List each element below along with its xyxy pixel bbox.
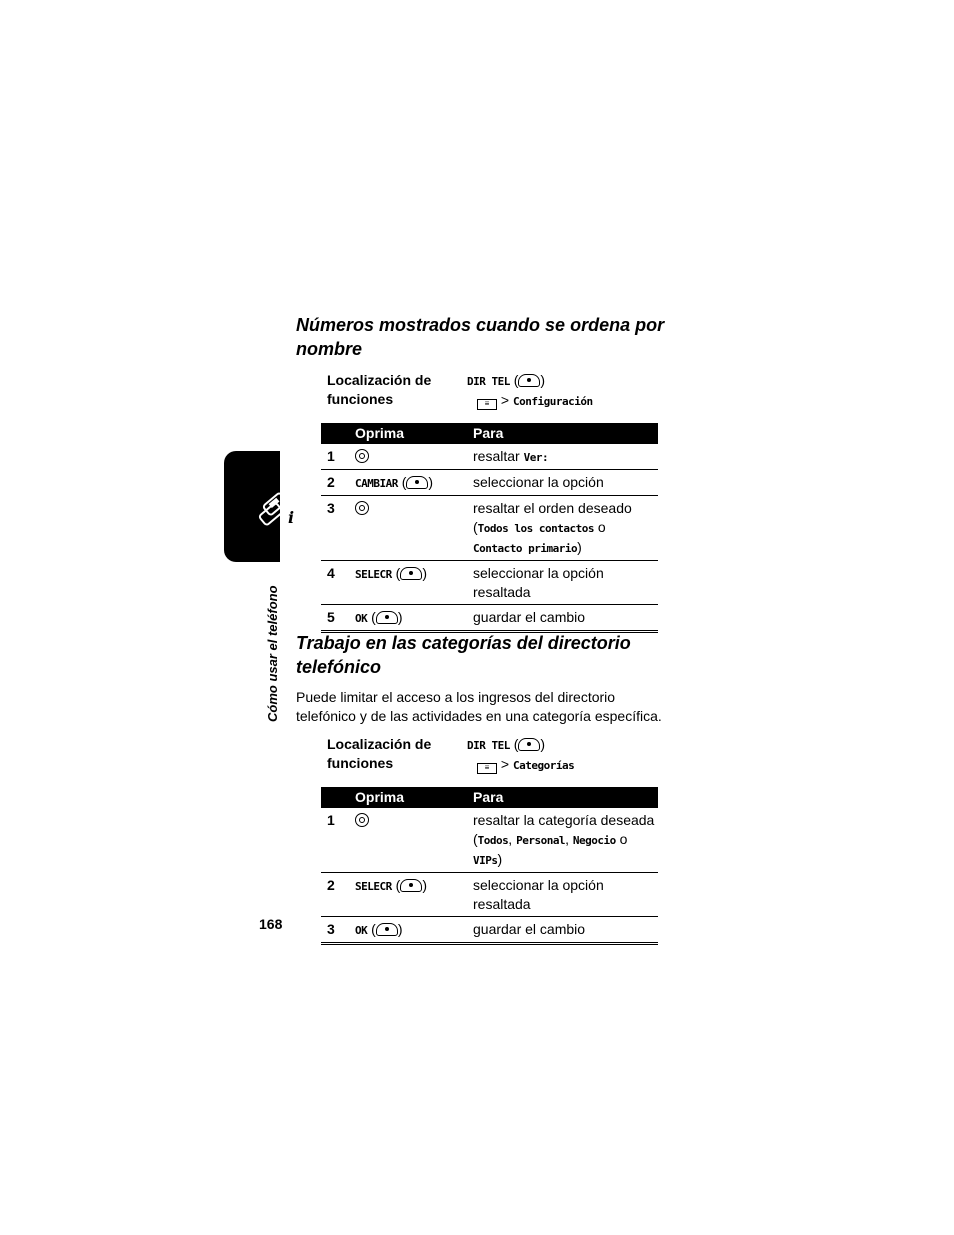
phone-info-icon	[258, 488, 304, 530]
path-key: DIR TEL	[467, 375, 510, 388]
softkey-icon	[376, 923, 398, 936]
header-press: Oprima	[355, 787, 473, 808]
table-row: 5 OK ( ) guardar el cambio	[321, 605, 658, 632]
section-intro: Puede limitar el acceso a los ingresos del directorio telefónico y de las actividades en una categoría específica.	[296, 689, 662, 724]
softkey-icon	[376, 611, 398, 624]
header-for: Para	[473, 787, 658, 808]
table-row: 1 resaltar Ver:	[321, 444, 658, 470]
nav-key-icon	[355, 449, 369, 463]
section-title-sort-numbers: Números mostrados cuando se ordena por nombre	[296, 315, 665, 359]
table-row: 2 CAMBIAR ( ) seleccionar la opción	[321, 470, 658, 496]
steps-table-1	[321, 423, 658, 633]
softkey-icon	[406, 476, 428, 489]
chapter-label: Cómo usar el teléfono	[265, 585, 280, 722]
header-for: Para	[473, 423, 658, 444]
section-title-categories: Trabajo en las categorías del directorio telefónico	[296, 633, 631, 677]
table-row: 2 SELECR ( ) seleccionar la opción resaltada	[321, 873, 658, 917]
softkey-icon	[400, 879, 422, 892]
menu-key-icon: ≡	[477, 399, 497, 410]
table-row: 4 SELECR ( ) seleccionar la opción resaltada	[321, 561, 658, 605]
page-number: 168	[259, 916, 283, 932]
feature-location-label: Localización de funciones	[327, 736, 432, 771]
path-key: DIR TEL	[467, 739, 510, 752]
softkey-icon	[518, 374, 540, 387]
path-item: Categorías	[512, 759, 575, 772]
table-row: 3 resaltar el orden deseado (Todos los contactos o Contacto primario)	[321, 496, 658, 561]
nav-key-icon	[355, 501, 369, 515]
menu-key-icon: ≡	[477, 763, 497, 774]
feature-location-label: Localización de funciones	[327, 372, 432, 407]
table-row: 1 resaltar la categoría deseada (Todos, Personal, Negocio o VIPs)	[321, 808, 658, 873]
svg-text:i: i	[287, 508, 295, 527]
feature-path: DIR TEL ( ) ≡ > Configuración	[467, 372, 593, 408]
table-row: 3 OK ( ) guardar el cambio	[321, 917, 658, 944]
nav-key-icon	[355, 813, 369, 827]
softkey-icon	[400, 567, 422, 580]
path-item: Configuración	[512, 395, 593, 408]
header-press: Oprima	[355, 423, 473, 444]
feature-path: DIR TEL ( ) ≡ > Categorías	[467, 736, 575, 772]
softkey-icon	[518, 738, 540, 751]
steps-table-2	[321, 787, 658, 945]
